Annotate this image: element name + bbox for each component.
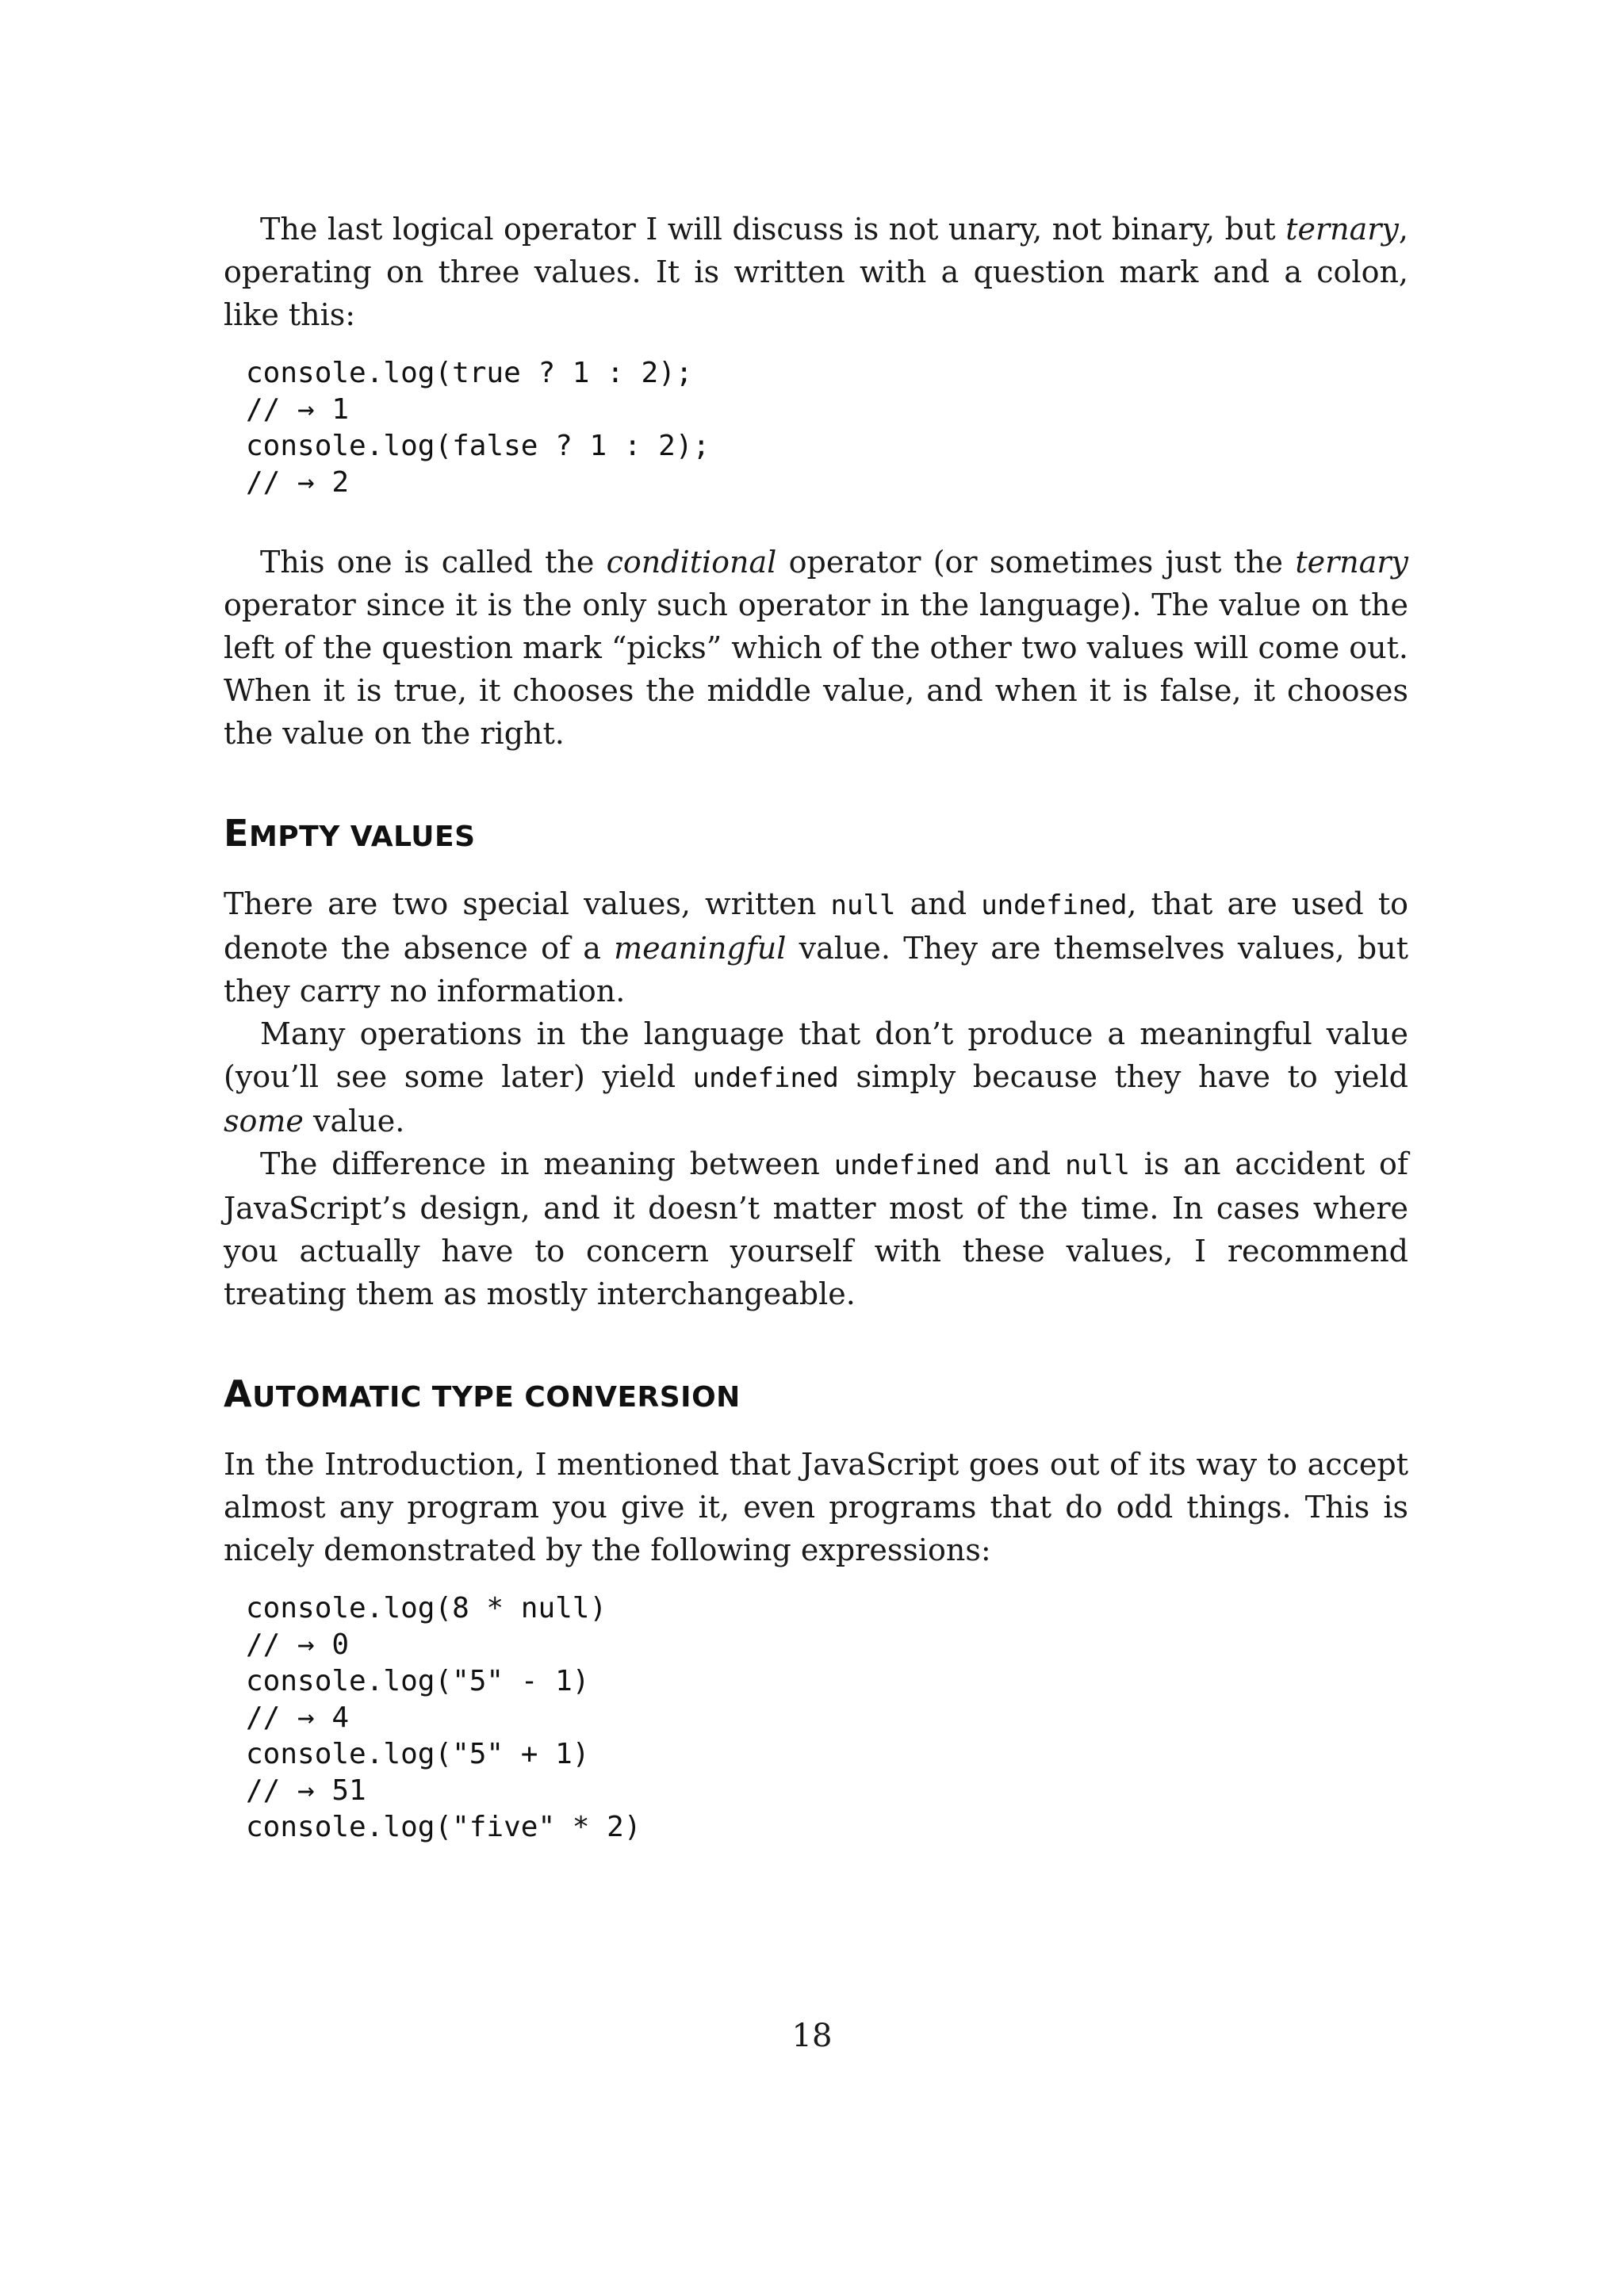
code-line: console.log("five" * 2) [246,1811,642,1843]
text: operator (or sometimes just the [776,545,1296,580]
inline-code: null [1065,1150,1130,1181]
code-block-type-conversion [224,1590,1408,1846]
inline-code: undefined [692,1062,839,1094]
ternary-intro-paragraph [224,208,1408,336]
code-line: console.log(false ? 1 : 2); [246,430,710,462]
code-line: // → 51 [246,1774,366,1807]
empty-values-paragraph-3 [224,1142,1408,1315]
text: is an accident of JavaScript’s design, and it doesn’t matter most of the time. In cases where you actually have to concern yourself with these values, I recommend treating them as mostly interchangeable. [224,1146,1408,1311]
emphasis: ternary [1285,212,1399,247]
emphasis: meaningful [614,931,787,966]
heading-initial: A [224,1372,253,1415]
code-block-ternary [224,355,1408,501]
page-number: 18 [791,2018,833,2054]
text: , operating on three values. It is written with a question mark and a colon, like this: [224,212,1408,332]
emphasis: ternary [1295,545,1408,580]
section-heading-empty-values [224,812,1408,859]
code-line: // → 0 [246,1628,350,1661]
text: This one is called the [260,545,607,580]
text: value. [303,1104,405,1138]
empty-values-paragraph-2 [224,1012,1408,1142]
code-line: // → 2 [246,466,350,499]
code-line: // → 4 [246,1701,350,1734]
text: The difference in meaning between [260,1146,834,1181]
empty-values-paragraph-1 [224,882,1408,1012]
text: operator since it is the only such operator in the language). The value on the left of the question mark “picks” which of the other two values will come out. When it is true, it chooses the middle value, and when it is false, it chooses the value on the right. [224,587,1408,751]
inline-code: null [830,890,896,921]
text: , that are used to denote the absence of a [224,886,1408,966]
code-line: console.log("5" + 1) [246,1738,590,1770]
inline-code: undefined [833,1150,980,1181]
heading-initial: E [224,812,249,855]
heading-rest: MPTY VALUES [248,821,476,853]
heading-rest: UTOMATIC TYPE CONVERSION [252,1381,741,1414]
code-line: console.log("5" - 1) [246,1665,590,1697]
text: and [895,886,982,921]
text: Many operations in the language that don’t produce a meaningful value (you’ll see some later) yield [224,1016,1408,1094]
code-line: console.log(true ? 1 : 2); [246,357,693,389]
text: simply because they have to yield [838,1059,1409,1094]
conditional-operator-paragraph [224,541,1408,755]
text: The last logical operator I will discuss is not unary, not binary, but [260,212,1286,247]
type-conversion-paragraph: In the Introduction, I mentioned that JavaScript goes out of its way to accept almost any program you give it, even programs that do odd things. This is nicely demonstrated by the following expressions: [224,1447,1408,1567]
text: value. They are themselves values, but they carry no information. [224,931,1408,1008]
code-line: // → 1 [246,393,350,426]
emphasis: conditional [606,545,777,580]
inline-code: undefined [981,890,1128,921]
page-content [224,208,1408,1846]
text: There are two special values, written [224,886,831,921]
section-heading-type-conversion [224,1372,1408,1419]
code-line: console.log(8 * null) [246,1592,607,1624]
text: and [979,1146,1066,1181]
emphasis: some [224,1104,304,1138]
